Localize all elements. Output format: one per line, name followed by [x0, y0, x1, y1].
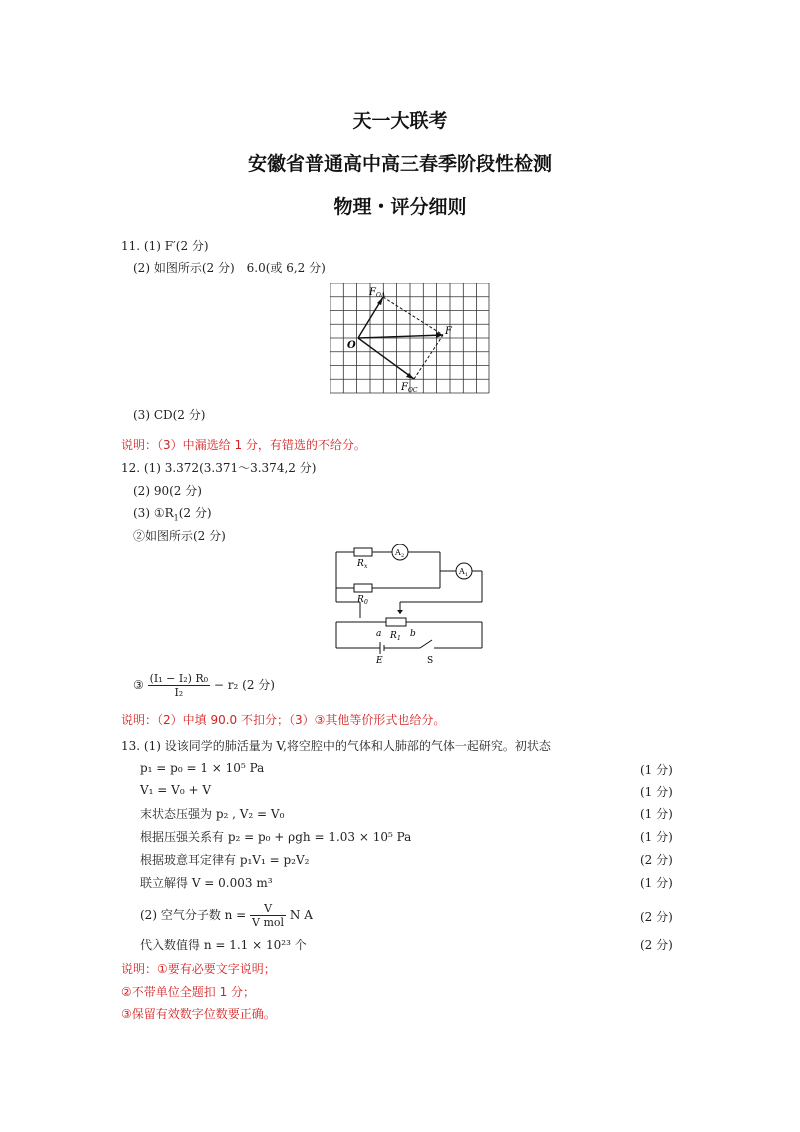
q12-note: 说明：（2）中填 90.0 不扣分；（3）③其他等价形式也给分。 [121, 713, 446, 727]
q12-answer-2: (2) 90(2 分) [133, 484, 202, 498]
q13-line-4-score: (1 分) [640, 830, 673, 844]
q12-formula-denominator: I₂ [174, 686, 184, 699]
q13-intro: 13. (1) 设该同学的肺活量为 V,将空腔中的气体和人肺部的气体一起研究。初状态 [121, 739, 551, 753]
q13-line-2: V₁ = V₀ + V [140, 783, 211, 797]
q13-part2-tail: N A [289, 908, 313, 922]
circuit-label-rx: R [357, 559, 364, 569]
circuit-label-r0: R [357, 595, 364, 605]
q13-line-1-score: (1 分) [640, 763, 673, 777]
q12-formula-prefix: ③ [133, 678, 144, 692]
circuit-label-e: E [376, 656, 383, 664]
circuit-label-r1-sub: 1 [397, 635, 401, 642]
q12-formula [133, 672, 275, 699]
q13-result-score: (2 分) [640, 938, 673, 952]
q13-part2-prefix: (2) 空气分子数 n = [140, 908, 251, 922]
circuit-label-s: S [427, 656, 434, 664]
q12-answer-3 [133, 504, 212, 522]
q13-part2-numerator: V [250, 902, 286, 916]
circuit-label-a2: A [395, 548, 401, 557]
circuit-label-r1: R [390, 631, 397, 641]
q13-note-1: 说明：①要有必要文字说明； [121, 962, 276, 976]
q13-line-1: p₁ = p₀ = 1 × 10⁵ Pa [140, 761, 265, 775]
q13-note-3: ③保留有效数字位数要正确。 [121, 1007, 276, 1021]
fig-label-foa: F [369, 287, 376, 298]
q13-part2-denominator: V mol [252, 916, 285, 929]
circuit-label-a1-sub: 1 [465, 572, 469, 578]
doc-title-exam: 天一大联考 [352, 110, 448, 132]
circuit-label-a: a [376, 629, 382, 639]
q13-part2 [140, 902, 313, 929]
q13-line-4: 根据压强关系有 p₂ = p₀ + ρgh = 1.03 × 10⁵ Pa [140, 830, 412, 844]
q13-line-6: 联立解得 V = 0.003 m³ [140, 876, 273, 890]
fig-label-foc: F [401, 382, 408, 393]
circuit-label-b: b [410, 629, 416, 639]
q12-formula-fraction [148, 672, 211, 699]
q12-answer-3-text: (3) ①R [133, 506, 174, 520]
q12-circuit-diagram [330, 544, 490, 664]
q13-part2-score: (2 分) [640, 910, 673, 924]
q11-answer-3: (3) CD(2 分) [133, 408, 206, 422]
q12-answer-4: ②如图所示(2 分) [133, 529, 226, 543]
fig-label-foa-sub: OA [376, 292, 386, 299]
q13-line-5: 根据玻意耳定律有 p₁V₁ = p₂V₂ [140, 853, 310, 867]
fig-label-o: O [347, 340, 356, 351]
circuit-label-a2-sub: 2 [401, 553, 405, 559]
q12-formula-numerator: (I₁ − I₂) R₀ [149, 672, 209, 685]
doc-title-subject: 物理・评分细则 [333, 196, 467, 218]
q12-formula-tail: − r₂ (2 分) [213, 678, 275, 692]
fig-label-foc-sub: OC [408, 387, 418, 394]
q13-line-3: 末状态压强为 p₂ , V₂ = V₀ [140, 807, 285, 821]
q11-note: 说明：（3）中漏选给 1 分，有错选的不给分。 [121, 438, 366, 452]
q13-part2-fraction [250, 902, 286, 929]
q11-answer-1: 11. (1) F′(2 分) [121, 239, 209, 253]
fig-label-f: F [445, 326, 452, 337]
q13-line-6-score: (1 分) [640, 876, 673, 890]
circuit-label-r0-sub: 0 [364, 599, 368, 606]
q13-note-2: ②不带单位全题扣 1 分； [121, 985, 256, 999]
q13-line-3-score: (1 分) [640, 807, 673, 821]
doc-title-test: 安徽省普通高中高三春季阶段性检测 [247, 153, 552, 175]
q11-answer-2: (2) 如图所示(2 分) 6.0(或 6,2 分) [133, 261, 326, 275]
circuit-label-a1: A [459, 567, 465, 576]
q12-answer-3-sub: 1 [173, 513, 179, 523]
q12-answer-1: 12. (1) 3.372(3.371～3.374,2 分) [121, 461, 317, 475]
q13-line-2-score: (1 分) [640, 785, 673, 799]
q12-answer-3-score: (2 分) [178, 506, 212, 520]
q13-result: 代入数值得 n = 1.1 × 10²³ 个 [140, 938, 307, 952]
q13-line-5-score: (2 分) [640, 853, 673, 867]
q11-force-grid-figure [330, 283, 490, 395]
circuit-label-rx-sub: x [364, 563, 368, 570]
